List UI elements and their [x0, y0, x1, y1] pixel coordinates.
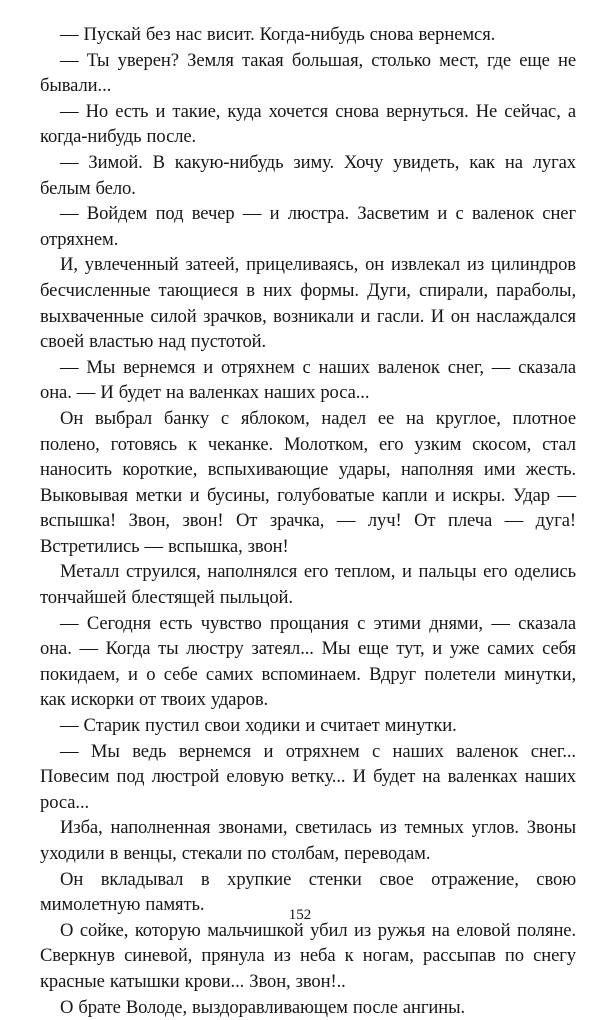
- paragraph-6: И, увлеченный затеей, прицеливаясь, он извлекал из цилиндров бесчисленные тающиеся в них формы. Дуги, спирали, параболы, выхваченные силой зрачков, возникали и гасли. И он наслаждался своей властью над пустотой.: [40, 254, 576, 353]
- paragraph-12: — Мы ведь вернемся и отряхнем с наших валенок снег... Повесим под люстрой еловую ветку... И будет на валенках наших роса...: [40, 740, 576, 813]
- paragraph-16: О брате Володе, выздоравливающем после ангины.: [60, 996, 466, 1018]
- paragraph-3: — Но есть и такие, куда хочется снова вернуться. Не сейчас, а когда-нибудь после.: [40, 100, 576, 148]
- paragraph-13: Изба, наполненная звонами, светилась из темных углов. Звоны уходили в венцы, стекали по столбам, переводам.: [40, 817, 576, 864]
- paragraph-15: О сойке, которую мальчишкой убил из ружья на еловой поляне. Сверкнув синевой, прянула из неба к ногам, рассыпав по снегу красные катышки крови... Звон, звон!..: [40, 919, 576, 992]
- paragraph-14: Он вкладывал в хрупкие стенки свое отражение, свою мимолетную память.: [40, 868, 576, 916]
- paragraph-10: — Сегодня есть чувство прощания с этими днями, — сказала она. — Когда ты люстру затеял... Мы еще тут, и уже самих себя покидаем, и о себе самих вспоминаем. Вдруг полетели минутки, как искорки от твоих ударов.: [40, 612, 576, 711]
- paragraph-5: — Войдем под вечер — и люстра. Засветим и с валенок снег отряхнем.: [40, 203, 576, 250]
- body-text: [40, 22, 576, 1020]
- paragraph-1: — Пускай без нас висит. Когда-нибудь снова вернемся.: [60, 24, 496, 45]
- paragraph-4: — Зимой. В какую-нибудь зиму. Хочу увидеть, как на лугах белым бело.: [40, 151, 576, 199]
- paragraph-2: — Ты уверен? Земля такая большая, столько мест, где еще не бывали...: [40, 49, 576, 97]
- page-number: 152: [288, 907, 312, 923]
- paragraph-8: Он выбрал банку с яблоком, надел ее на круглое, плотное полено, готовясь к чеканке. Молотком, его узким скосом, стал наносить короткие, вспыхивающие удары, наполняя ими жесть. Выковывая метки и бусины, голубоватые капли и искры. Удар — вспышка! Звон, звон! От зрачка, — луч! От плеча — дуга! Встретились — вспышка, звон!: [40, 407, 576, 557]
- paragraph-7: — Мы вернемся и отряхнем с наших валенок снег, — сказала она. — И будет на валенках наших роса...: [40, 356, 576, 404]
- paragraph-11: — Старик пустил свои ходики и считает минутки.: [60, 715, 457, 737]
- paragraph-9: Металл струился, наполнялся его теплом, и пальцы его оделись тончайшей блестящей пыльцой.: [40, 561, 576, 609]
